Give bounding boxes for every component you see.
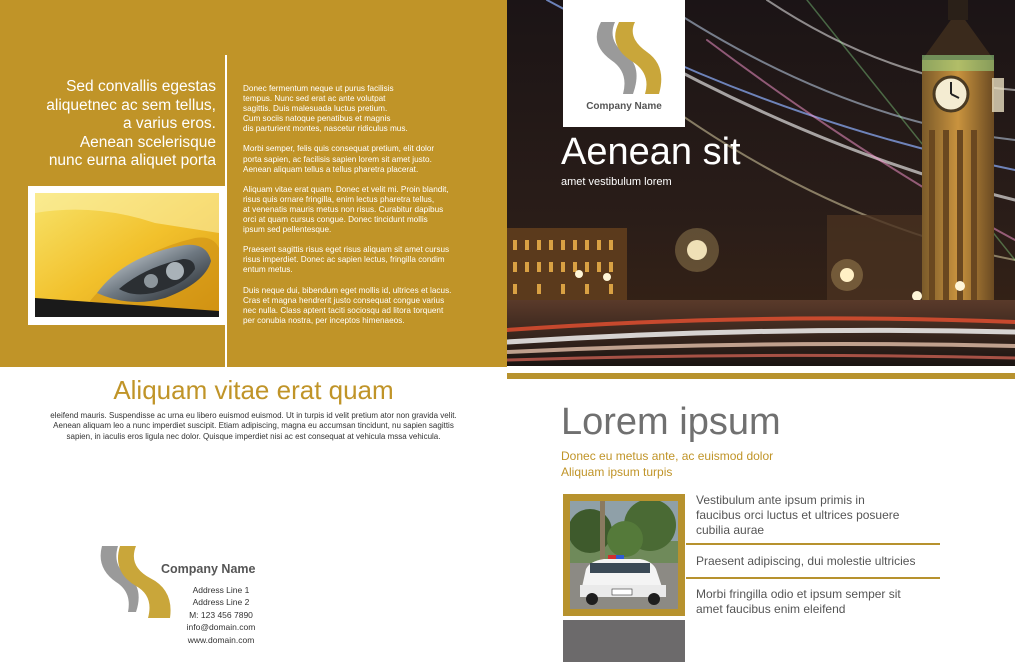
gold-separator-bar xyxy=(507,373,1015,379)
back-company-name: Company Name xyxy=(161,562,256,576)
text-line: porta sapien, ac facilisis sapien lorem sit amet justo. xyxy=(243,154,432,164)
inside-subtitle xyxy=(561,449,773,480)
tagline-line: Aenean scelerisque xyxy=(79,133,216,151)
tagline xyxy=(10,78,216,171)
address-line-2: Address Line 2 xyxy=(192,597,250,608)
tagline-line: Sed convallis egestas xyxy=(66,78,216,95)
feature-text-line: Praesent adipiscing, dui molestie ultricies xyxy=(696,554,916,568)
text-line: eleifend mauris. Suspendisse ac urna eu libero euismod euismod. Ut in turpis id velit pretium ator non gravida velit. xyxy=(50,411,457,420)
back-heading: Aliquam vitae erat quam xyxy=(113,375,394,405)
text-line: Aenean aliquam leo a nunc imperdiet suscipit. Etiam adipiscing, magna eu accumsan tincidunt, nu sapien sagittis xyxy=(53,421,454,431)
feature-text-line: cubilia aurae xyxy=(696,523,765,538)
tagline-line: nunc eurna aliquet porta xyxy=(48,152,216,169)
text-line: Duis neque dui, bibendum eget mollis id, ultrices et lacus. xyxy=(243,285,452,295)
text-line: Aenean aliquam tellus a tellus pharetra placerat. xyxy=(243,164,419,174)
text-line: orci at quam cursus congue. Donec tincidunt mollis xyxy=(243,215,428,225)
text-line: Aliquam vitae erat quam. Donec et velit mi. Proin blandit, xyxy=(243,184,449,194)
paragraph xyxy=(243,144,475,174)
feature-item xyxy=(696,493,940,539)
police-car-photo xyxy=(570,501,678,609)
text-line: at venenatis mauris metus non risus. Curabitur dapibus xyxy=(243,204,444,214)
text-line: Praesent sagittis risus eget risus aliquam sit amet cursus xyxy=(243,245,450,255)
cover-company-name: Company Name xyxy=(586,101,662,112)
paragraph xyxy=(243,245,475,275)
subtitle-line: Donec eu metus ante, ac euismod dolor xyxy=(561,449,774,463)
text-line: per conubia nostra, per inceptos himenaeos. xyxy=(243,315,405,325)
text-line: nec nulla. Class aptent taciti sociosqu ad litora torquent xyxy=(243,305,444,315)
text-line: ipsum sed pellentesque. xyxy=(243,225,332,235)
subtitle-line: Aliquam ipsum turpis xyxy=(561,464,673,479)
text-line: Cras et magna hendrerit justo consequat congue varius xyxy=(243,295,445,305)
feature-item xyxy=(696,587,940,617)
inside-title: Lorem ipsum xyxy=(561,401,781,443)
text-line: Donec fermentum neque ut purus facilisis xyxy=(243,84,394,93)
text-line: risus quis ornare fringilla, enim lectus pharetra tellus, xyxy=(243,194,435,204)
swoosh-logo-icon xyxy=(563,0,685,100)
feature-divider xyxy=(686,543,940,545)
contact-address xyxy=(170,584,272,646)
website-address: www.domain.com xyxy=(187,634,255,645)
cover-title: Aenean sit xyxy=(561,131,741,173)
text-line: tempus. Nunc sed erat ac ante volutpat xyxy=(243,94,386,104)
text-line: risus imperdiet. Donec ac sapien lectus, fringilla condim xyxy=(243,255,445,265)
feature-text-line: Morbi fringilla odio et ipsum semper sit xyxy=(696,587,901,601)
feature-divider xyxy=(686,577,940,579)
paragraph xyxy=(243,185,475,235)
back-paragraph xyxy=(20,411,487,442)
text-line: Morbi semper, felis quis consequat pretium, elit dolor xyxy=(243,144,435,154)
feature-item xyxy=(696,554,940,569)
feature-text-line: faucibus orci luctus et ultrices posuere xyxy=(696,508,900,523)
phone-number: M: 123 456 7890 xyxy=(189,609,253,620)
text-line: entum metus. xyxy=(243,265,293,275)
paragraph xyxy=(243,286,475,326)
body-text xyxy=(243,84,475,336)
text-line: dis parturient montes, nascetur ridiculus mus. xyxy=(243,124,408,134)
paragraph xyxy=(243,84,475,134)
feature-text-line: Vestibulum ante ipsum primis in xyxy=(696,493,865,507)
tagline-line: aliquetnec ac sem tellus, xyxy=(46,96,216,114)
text-line: sapien, in iaculis eros ligula nec dolor. Quisque imperdiet nisi ac est consequat at vehicula mssa vehicula. xyxy=(66,431,441,441)
gray-block xyxy=(563,620,685,662)
tagline-line: a varius eros. xyxy=(122,115,216,132)
swoosh-logo-icon xyxy=(98,542,178,622)
address-line-1: Address Line 1 xyxy=(192,585,250,595)
cover-subtitle: amet vestibulum lorem xyxy=(561,176,672,188)
feature-text-line: amet faucibus enim eleifend xyxy=(696,602,846,617)
email-address: info@domain.com xyxy=(186,622,256,633)
car-headlight-photo xyxy=(35,193,219,317)
text-line: Cum sociis natoque penatibus et magnis xyxy=(243,114,391,124)
text-line: sagittis. Duis malesuada luctus pretium. xyxy=(243,104,388,114)
